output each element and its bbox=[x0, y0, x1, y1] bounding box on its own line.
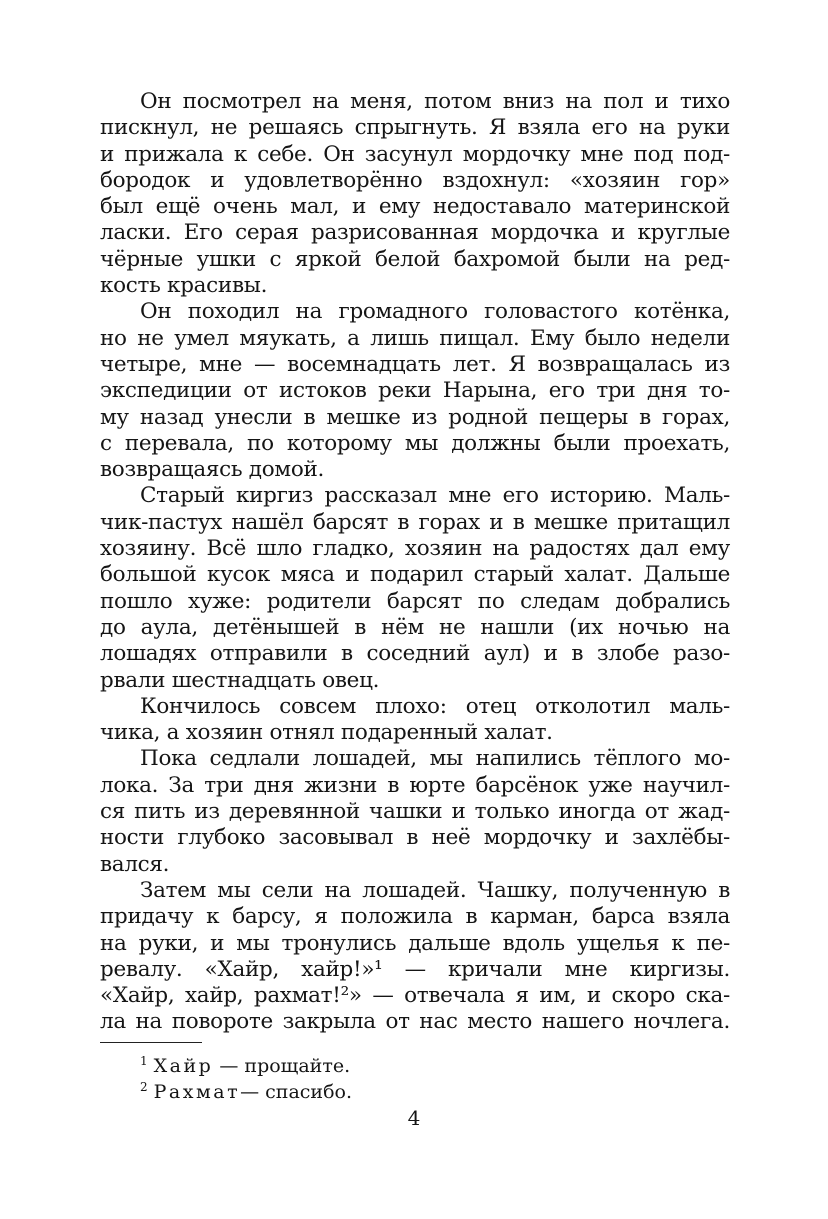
text-line: большой кусок мяса и подарил старый халат. Дальше bbox=[100, 562, 730, 588]
text-line: «Хайр, хайр, рахмат!²» — отвечала я им, и скоро ска- bbox=[100, 983, 730, 1009]
footnote-term: Хайр bbox=[153, 1055, 214, 1077]
text-line: бородок и удовлетворённо вздохнул: «хозяин гор» bbox=[100, 167, 730, 193]
footnote-definition: — спасибо. bbox=[240, 1081, 352, 1103]
text-line: экспедиции от истоков реки Нарына, его три дня то- bbox=[100, 378, 730, 404]
text-line: придачу к барсу, я положила в карман, барса взяла bbox=[100, 904, 730, 930]
text-line: лошадях отправили в соседний аул) и в злобе разо- bbox=[100, 641, 730, 667]
footnote-mark: 1 bbox=[140, 1054, 148, 1068]
text-line: ла на повороте закрыла от нас место нашего ночлега. bbox=[100, 1009, 730, 1035]
footnote-mark: 2 bbox=[140, 1080, 148, 1094]
text-line: Кончилось совсем плохо: отец отколотил маль- bbox=[140, 693, 730, 719]
text-line: возвращаясь домой. bbox=[100, 457, 325, 483]
footnote-1 bbox=[140, 1048, 640, 1077]
text-line: ревалу. «Хайр, хайр!»¹ — кричали мне киргизы. bbox=[100, 956, 730, 982]
text-line: ности глубоко засовывал в неё мордочку и захлёбы- bbox=[100, 825, 730, 851]
text-line: и прижала к себе. Он засунул мордочку мне под под- bbox=[100, 141, 730, 167]
text-line: лока. За три дня жизни в юрте барсёнок уже научил- bbox=[100, 772, 730, 798]
text-line: ся пить из деревянной чашки и только иногда от жад- bbox=[100, 799, 730, 825]
footnote-definition: — прощайте. bbox=[219, 1055, 351, 1077]
text-line: был ещё очень мал, и ему недоставало материнской bbox=[100, 194, 730, 220]
text-line: чика, а хозяин отнял подаренный халат. bbox=[100, 720, 553, 746]
text-line: пошло хуже: родители барсят по следам добрались bbox=[100, 588, 730, 614]
text-line: кость красивы. bbox=[100, 273, 268, 299]
text-line: пискнул, не решаясь спрыгнуть. Я взяла его на руки bbox=[100, 115, 730, 141]
text-line: с перевала, по которому мы должны были проехать, bbox=[100, 430, 730, 456]
text-line: Старый киргиз рассказал мне его историю. Маль- bbox=[140, 483, 730, 509]
text-line: вался. bbox=[100, 851, 170, 877]
page-number: 4 bbox=[407, 1106, 421, 1130]
text-line: на руки, и мы тронулись дальше вдоль ущелья к пе- bbox=[100, 930, 730, 956]
footnote-2 bbox=[140, 1074, 640, 1103]
text-line: му назад унесли в мешке из родной пещеры в горах, bbox=[100, 404, 730, 430]
footnotes bbox=[140, 1048, 640, 1103]
body-text bbox=[100, 89, 730, 1036]
footnote-term: Рахмат bbox=[153, 1081, 241, 1103]
text-line: рвали шестнадцать овец. bbox=[100, 667, 380, 693]
text-line: но не умел мяукать, а лишь пищал. Ему было недели bbox=[100, 325, 730, 351]
text-line: чёрные ушки с яркой белой бахромой были на ред- bbox=[100, 246, 730, 272]
text-line: Он походил на громадного головастого котёнка, bbox=[140, 299, 730, 325]
text-line: хозяину. Всё шло гладко, хозяин на радостях дал ему bbox=[100, 536, 730, 562]
text-line: чик-пастух нашёл барсят в горах и в мешке притащил bbox=[100, 509, 730, 535]
text-line: Затем мы сели на лошадей. Чашку, полученную в bbox=[140, 877, 730, 903]
text-line: Он посмотрел на меня, потом вниз на пол и тихо bbox=[140, 89, 730, 114]
text-line: Пока седлали лошадей, мы напились тёплого мо- bbox=[140, 746, 730, 772]
footnote-divider bbox=[100, 1042, 202, 1043]
text-line: до аула, детёнышей в нём не нашли (их ночью на bbox=[100, 614, 730, 640]
text-line: четыре, мне — восемнадцать лет. Я возвращалась из bbox=[100, 351, 730, 377]
text-line: ласки. Его серая разрисованная мордочка и круглые bbox=[100, 220, 730, 246]
